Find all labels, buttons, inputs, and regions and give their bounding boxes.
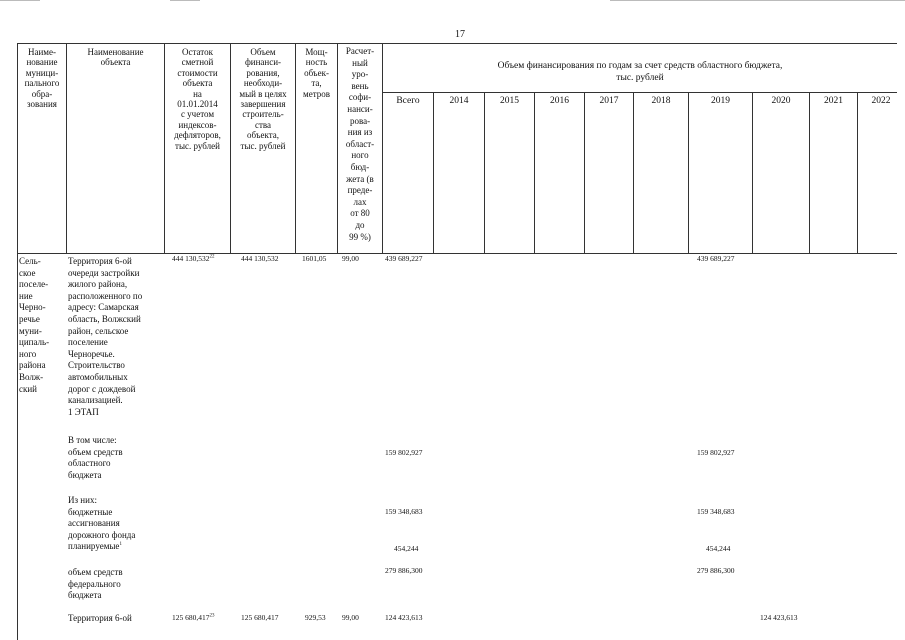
footnote-ref: 1 [119,542,122,548]
header-remaining-cost: Остаток сметной стоимости объекта на 01.01.2014 с учетом индексов- дефляторов, тыс. рублей [174,47,221,151]
regional-total: 159 802,927 [385,448,423,457]
federal-total: 279 886,300 [385,566,423,575]
year-divider [433,92,434,254]
header-year-2016: 2016 [550,96,569,106]
including-regional-label: В том числе: объем средств областного бюджета [68,435,123,480]
header-funding-volume: Объем финанси- рования, необходи- мый в целях завершения строитель- ства объекта, тыс. рублей [239,47,287,151]
year-divider [534,92,535,254]
year-divider [584,92,585,254]
object-2-capacity: 929,53 [305,613,326,622]
header-cofinancing-level: Расчет- ный уро- вень софи- нанси- рова- ния из област- ного бюд- жета (в преде- лах от 80 до 99 %) [345,46,375,242]
footnote-ref: 23 [209,613,215,619]
scan-edge-line [170,0,200,1]
planned-2019: 454,244 [706,544,731,553]
year-divider [752,92,753,254]
scan-edge-line [610,0,905,1]
year-divider [809,92,810,254]
header-year-2014: 2014 [449,96,469,106]
header-by-years: Объем финансирования по годам за счет средств областного бюджета, тыс. рублей [497,61,783,83]
header-capacity: Мощ- ность объек- та, метров [303,47,330,99]
header-year-2018: 2018 [651,96,671,106]
header-bottom-border [17,253,897,254]
object-1-2019: 439 689,227 [697,254,735,263]
header-year-2017: 2017 [599,96,619,106]
table-left-border [17,43,18,640]
regional-2019: 159 802,927 [697,448,735,457]
header-year-2019: 2019 [711,96,730,106]
object-1-total: 439 689,227 [385,254,423,263]
road-fund-total: 159 348,683 [385,507,423,516]
federal-2019: 279 886,300 [697,566,735,575]
object-1-cofinancing-level: 99,00 [342,254,359,263]
municipality-name: Сель- ское поселе- ние Черно- речье муни- ципаль- ного района Волж- ский [19,256,50,394]
object-1-capacity: 1601,05 [302,254,327,263]
footnote-ref: 22 [209,254,215,260]
object-2-name: Территория 6-ой [68,613,132,623]
object-1-funding-volume: 444 130,532 [241,254,279,263]
object-2-remaining-cost: 125 680,417$^{23}$ [172,613,215,622]
year-divider [633,92,634,254]
header-total: Всего [396,96,420,106]
object-2-total: 124 423,613 [385,613,423,622]
federal-label: объем средств федерального бюджета [68,567,123,601]
header-year-2021: 2021 [824,96,843,106]
years-header-divider [382,92,897,93]
year-divider [484,92,485,254]
object-1-remaining-cost: 444 130,532$^{22}$ [172,254,215,263]
object-2-funding-volume: 125 680,417 [241,613,279,622]
road-fund-2019: 159 348,683 [697,507,735,516]
year-divider [857,92,858,254]
page-number: 17 [455,29,465,40]
year-divider [688,92,689,254]
column-divider [66,43,67,254]
header-year-2020: 2020 [771,96,791,106]
header-year-2015: 2015 [500,96,519,106]
planned-total: 454,244 [394,544,419,553]
object-1-name: Территория 6-ой очереди застройки жилого района, расположенного по адресу: Самарская область, Волжский район, сельское поселение Черноречье. Строительство автомобильных дорог с дождевой канализацией. 1 ЭТАП [68,256,143,417]
object-2-cofinancing-level: 99,00 [342,613,359,622]
header-object: Наименование объекта [87,47,144,68]
object-2-2020: 124 423,613 [760,613,798,622]
scan-edge-line [0,0,40,1]
road-fund-label: Из них: бюджетные ассигнования дорожного фонда планируемые$^1$ [68,495,136,552]
header-municipality: Наиме- нование муници- пального обра- зования [24,47,60,110]
table-top-border [17,43,897,44]
header-year-2022: 2022 [871,96,891,106]
